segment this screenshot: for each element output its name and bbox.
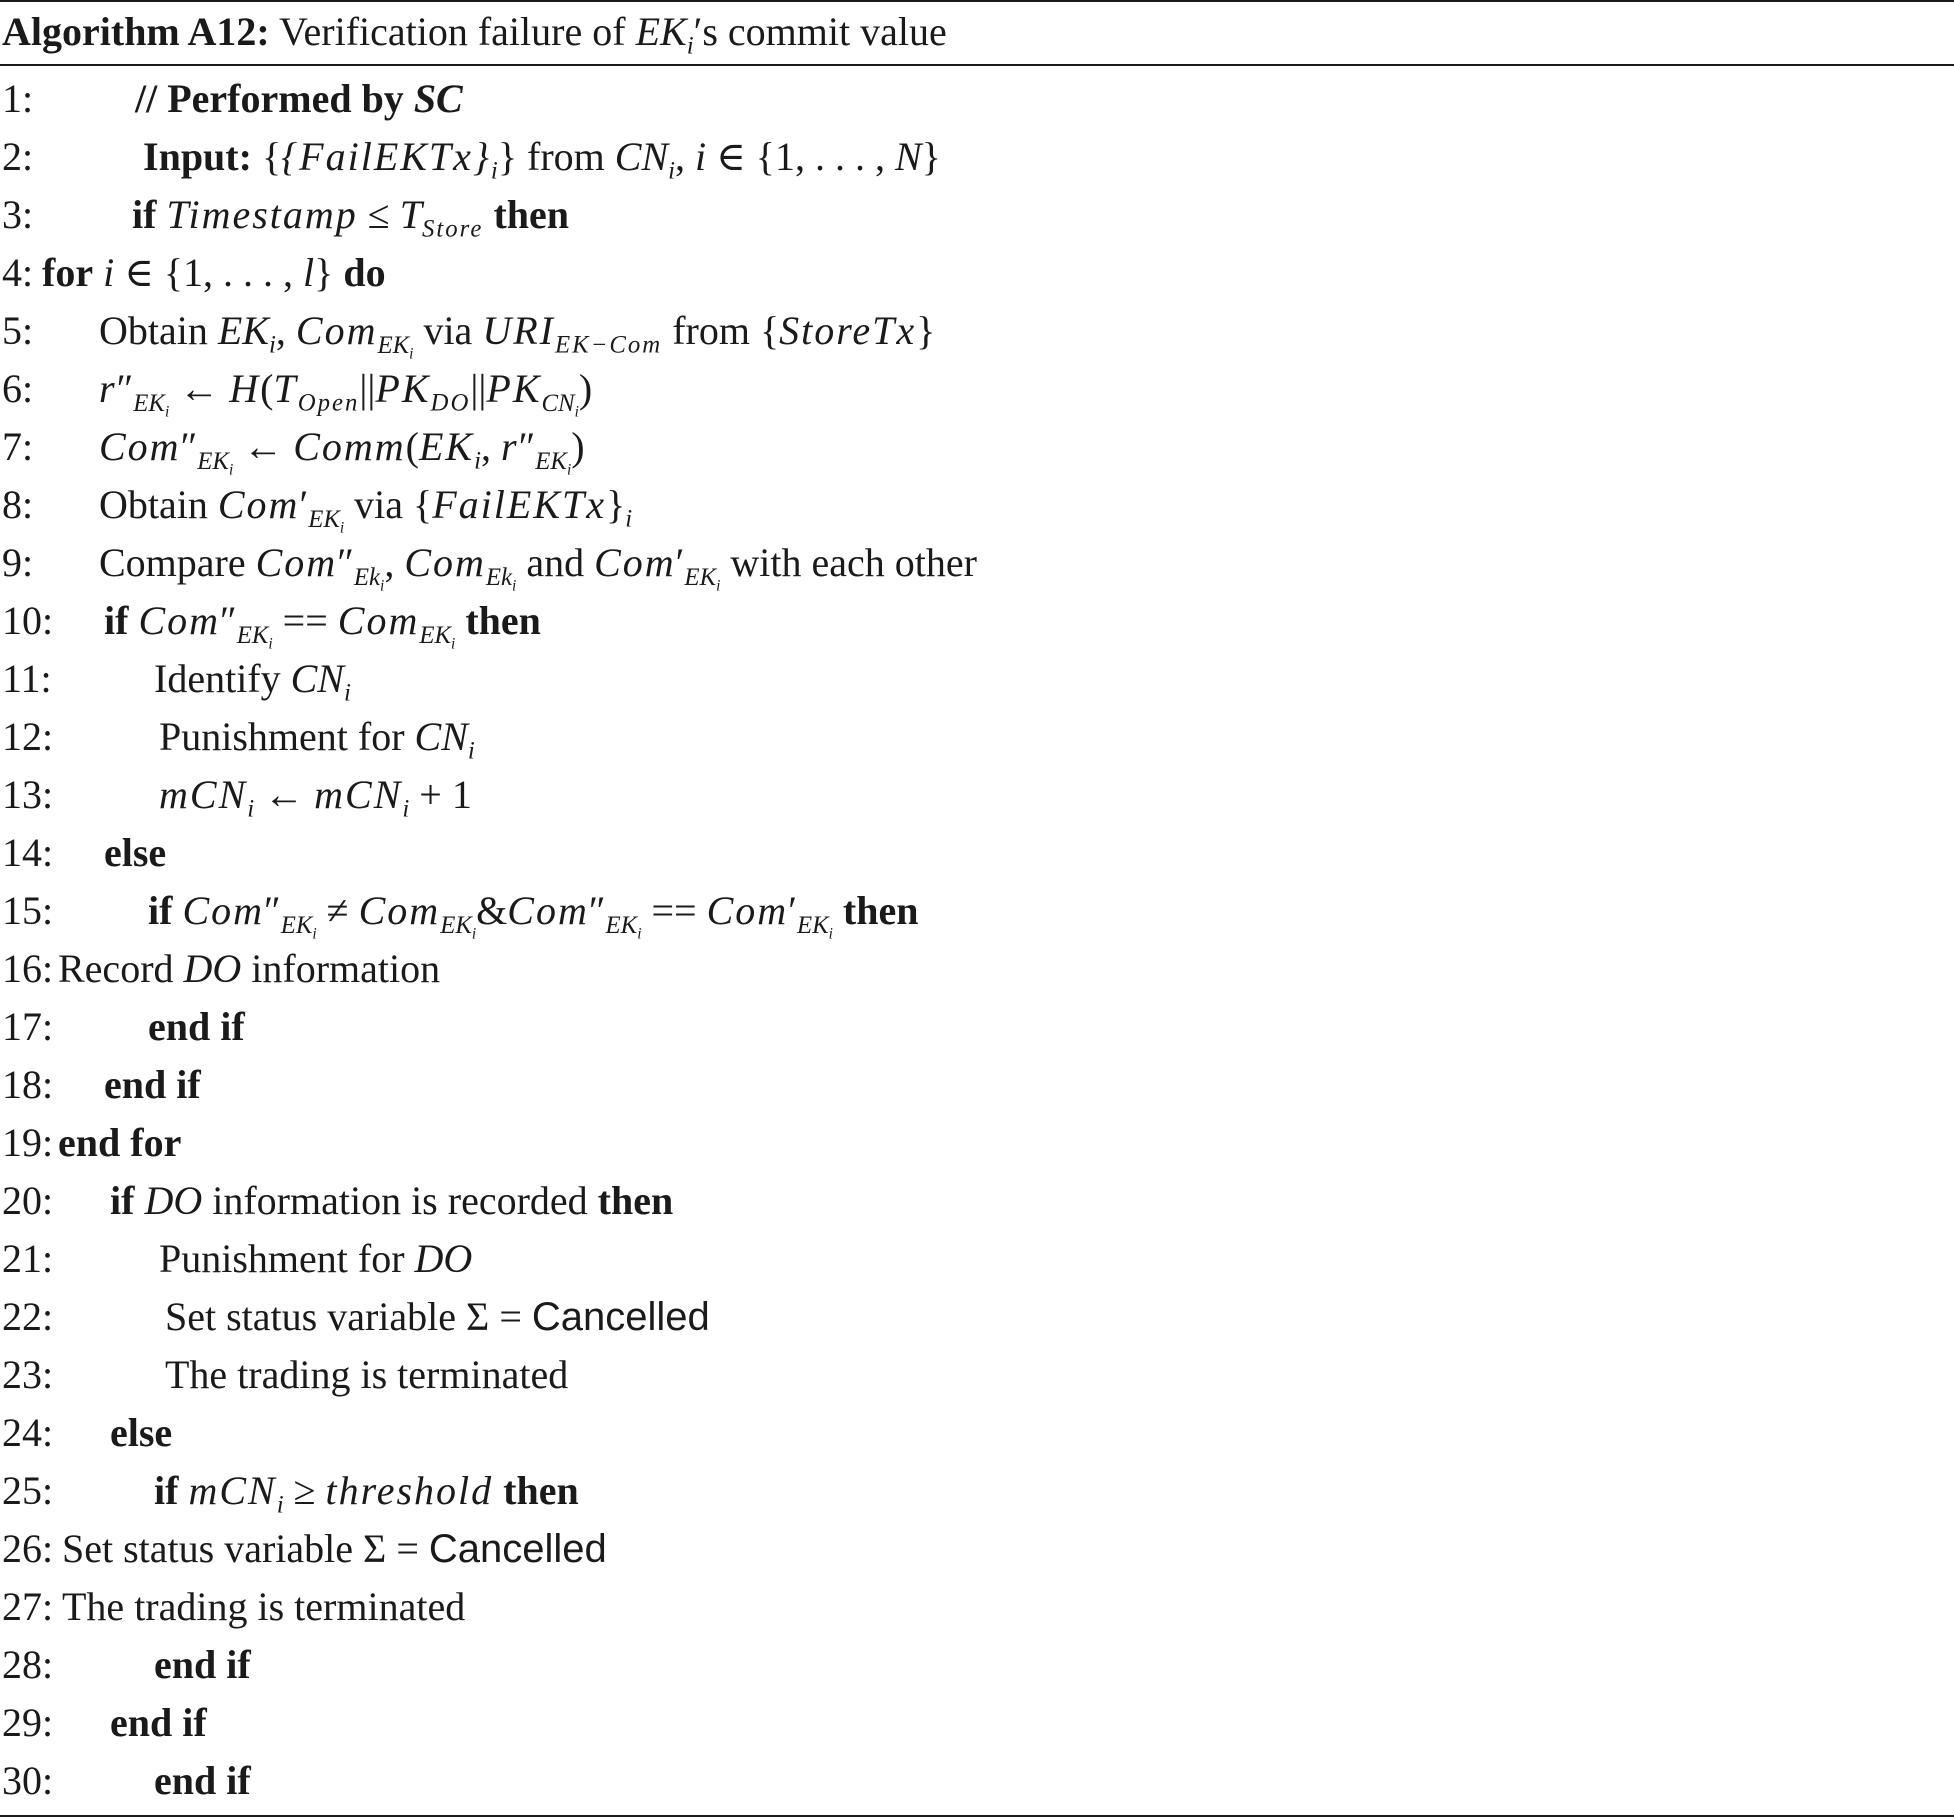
algorithm-line: [0, 1346, 1954, 1404]
algorithm-line: [0, 1752, 1954, 1810]
algorithm-line: [0, 1114, 1954, 1172]
algorithm-line: [0, 1056, 1954, 1114]
line-statement: Compare $Com''_{Ek_i}$, Com$_{Ek_i}$ and $Com'_{EK_i}$ with each other: [99, 540, 977, 595]
line-number: 12:: [2, 714, 54, 759]
top-rule: [0, 0, 1954, 2]
algorithm-line: [0, 186, 1954, 244]
line-statement: // Performed by SC: [135, 76, 463, 121]
line-statement: Obtain $EK_i$, Com$_{EK_i}$ via $URI_{EK-Com}$ from {StoreTx}: [99, 308, 936, 363]
algorithm-line: [0, 1230, 1954, 1288]
algorithm-line: [0, 592, 1954, 653]
algorithm-line: [0, 650, 1954, 708]
algorithm-caption: [2, 4, 947, 60]
line-statement: if mCN$_i$ ≥ threshold then: [154, 1468, 579, 1519]
algorithm-line: [0, 534, 1954, 595]
line-number: 7:: [2, 424, 34, 469]
line-statement: if $Com''_{EK_i}$ ≠ $Com_{EK_i}\&Com''_{EK_i} == Com'_{EK_i}$ then: [148, 888, 919, 943]
line-statement: $r''_{EK_i}$ ← $H(T_{Open}||PK_{DO}||PK_{CN_i})$: [99, 366, 593, 421]
line-number: 9:: [2, 540, 34, 585]
line-number: 20:: [2, 1178, 54, 1223]
algorithm-line: [0, 1578, 1954, 1636]
bottom-rule: [0, 1815, 1954, 1817]
line-statement: end if: [104, 1062, 201, 1107]
line-statement: else: [104, 830, 167, 875]
line-number: 3:: [2, 192, 34, 237]
algorithm-line: [0, 128, 1954, 186]
line-number: 30:: [2, 1758, 54, 1803]
line-number: 19:: [2, 1120, 54, 1165]
line-number: 26:: [2, 1526, 54, 1571]
line-statement: end for: [58, 1120, 182, 1165]
algorithm-line: [0, 1694, 1954, 1752]
line-number: 2:: [2, 134, 34, 179]
line-number: 17:: [2, 1004, 54, 1049]
algorithm-line: [0, 708, 1954, 766]
algorithm-label: Algorithm A12:: [2, 9, 270, 54]
algorithm-line: [0, 1404, 1954, 1462]
line-statement: end if: [110, 1700, 207, 1745]
line-statement: Set status variable Σ = Cancelled: [62, 1526, 607, 1571]
algorithm-line: [0, 1172, 1954, 1230]
line-statement: mCN$_i$ ← mCN$_i$ + 1: [159, 772, 472, 823]
line-number: 15:: [2, 888, 54, 933]
line-number: 13:: [2, 772, 54, 817]
line-number: 14:: [2, 830, 54, 875]
line-number: 22:: [2, 1294, 54, 1339]
line-number: 24:: [2, 1410, 54, 1455]
line-number: 6:: [2, 366, 34, 411]
line-statement: for i ∈ {1, . . . , l} do: [42, 250, 386, 295]
line-statement: Identify $CN_i$: [154, 656, 351, 707]
algorithm-line: [0, 418, 1954, 479]
line-number: 8:: [2, 482, 34, 527]
line-statement: Obtain $Com'_{EK_i}$ via $\{FailEKTx\}_i$: [99, 482, 633, 537]
line-number: 23:: [2, 1352, 54, 1397]
algorithm-line: [0, 70, 1954, 128]
line-number: 21:: [2, 1236, 54, 1281]
line-number: 28:: [2, 1642, 54, 1687]
line-number: 11:: [2, 656, 52, 701]
algorithm-line: [0, 1462, 1954, 1520]
line-statement: if $Com''_{EK_i} == Com_{EK_i}$ then: [104, 598, 541, 653]
algorithm-line: [0, 766, 1954, 824]
line-number: 16:: [2, 946, 54, 991]
algorithm-line: [0, 1520, 1954, 1578]
algorithm-line: [0, 882, 1954, 943]
line-statement: $Com''_{EK_i}$ ← $Comm(EK_i$, $r''_{EK_i}$): [99, 424, 585, 479]
line-statement: else: [110, 1410, 173, 1455]
line-statement: The trading is terminated: [62, 1584, 466, 1629]
algorithm-line: [0, 244, 1954, 302]
line-statement: if DO information is recorded then: [110, 1178, 674, 1223]
line-number: 5:: [2, 308, 34, 353]
line-number: 27:: [2, 1584, 54, 1629]
line-statement: Punishment for $CN_i$: [159, 714, 475, 765]
line-statement: Set status variable Σ = Cancelled: [165, 1294, 710, 1339]
line-statement: Record DO information: [58, 946, 441, 991]
line-statement: end if: [154, 1758, 251, 1803]
header-rule: [0, 64, 1954, 66]
algorithm-line: [0, 940, 1954, 998]
line-number: 18:: [2, 1062, 54, 1107]
algorithm-line: [0, 476, 1954, 537]
line-number: 4:: [2, 250, 34, 295]
algorithm-line: [0, 302, 1954, 363]
line-number: 25:: [2, 1468, 54, 1513]
algorithm-body: [0, 70, 1954, 1810]
line-number: 29:: [2, 1700, 54, 1745]
algorithm-line: [0, 1636, 1954, 1694]
algorithm-line: [0, 360, 1954, 421]
line-statement: if Timestamp ≤ $T_{Store}$ then: [132, 192, 570, 243]
line-statement: Punishment for DO: [159, 1236, 473, 1281]
algorithm-line: [0, 1288, 1954, 1346]
line-statement: Input: $\{\{FailEKTx\}_i\}$ from $CN_i$, i ∈ {1, . . . , N}: [143, 134, 941, 185]
algorithm-caption-text: Verification failure of $EK_i's$ commit value: [279, 9, 947, 60]
line-number: 10:: [2, 598, 54, 643]
algorithm-line: [0, 998, 1954, 1056]
line-statement: The trading is terminated: [165, 1352, 569, 1397]
line-number: 1:: [2, 76, 34, 121]
line-statement: end if: [154, 1642, 251, 1687]
line-statement: end if: [148, 1004, 245, 1049]
algorithm-line: [0, 824, 1954, 882]
